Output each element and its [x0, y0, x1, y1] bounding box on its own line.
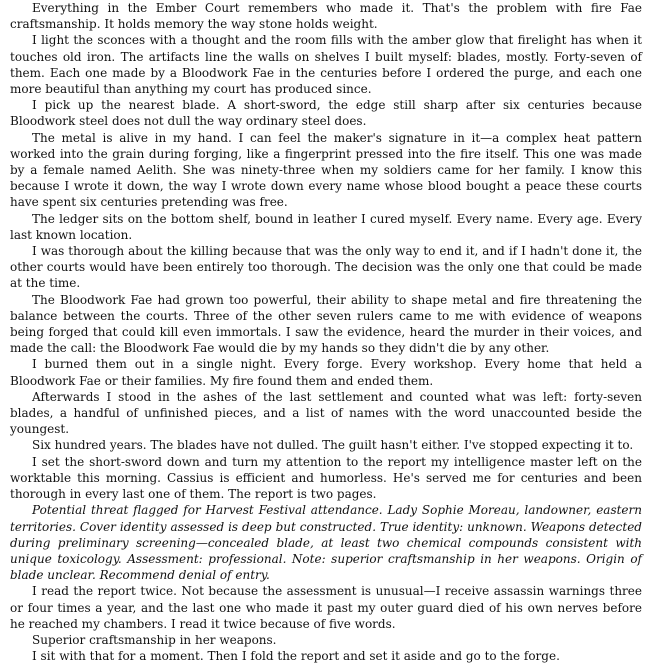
- paragraph-10: Six hundred years. The blades have not dulled. The guilt hasn't either. I've stopped expecting it to.: [32, 438, 634, 453]
- paragraph-2: I light the sconces with a thought and the room fills with the amber glow that firelight has when it touches old iron. The artifacts line the walls on shelves I built myself: blades, mostly. Forty-seven of them. Each one made by a Bloodwork Fae in the centuries before I ordered the purge, and each one more beautiful than anything my court has produced since.: [10, 33, 642, 97]
- paragraph-1: Everything in the Ember Court remembers who made it. That's the problem with fire Fae craftsmanship. It holds memory the way stone holds weight.: [10, 1, 642, 32]
- paragraph-11: I set the short-sword down and turn my attention to the report my intelligence master left on the worktable this morning. Cassius is efficient and humorless. He's served me for centuries and been thorough in every last one of them. The report is two pages.: [10, 454, 642, 502]
- report-excerpt: Potential threat flagged for Harvest Festival attendance. Lady Sophie Moreau, landowner, eastern territories. Cover identity assessed is deep but constructed. True identity: unknown. Weapons detected during preliminary screening—concealed blade, at least two chemical compounds consistent with unique toxicology. Assessment: professional. Note: superior craftsmanship in her weapons. Origin of blade unclear. Recommend denial of entry.: [10, 503, 642, 583]
- paragraph-9: Afterwards I stood in the ashes of the last settlement and counted what was left: forty-seven blades, a handful of unfinished pieces, and a list of names with the word unaccounted beside the youngest.: [10, 389, 642, 437]
- paragraph-5: The ledger sits on the bottom shelf, bound in leather I cured myself. Every name. Every age. Every last known location.: [10, 211, 642, 242]
- paragraph-7: The Bloodwork Fae had grown too powerful, their ability to shape metal and fire threatening the balance between the courts. Three of the other seven rulers came to me with evidence of weapons being forged that could kill even immortals. I saw the evidence, heard the murder in their voices, and made the call: the Bloodwork Fae would die by my hands so they didn't die by any other.: [10, 292, 642, 356]
- paragraph-4: The metal is alive in my hand. I can feel the maker's signature in it—a complex heat pattern worked into the grain during forging, like a fingerprint pressed into the fire itself. This one was made by a female named Aelith. She was ninety-three when my soldiers came for her family. I know this because I wrote it down, the way I wrote down every name whose blood bought a peace these courts have spent six centuries pretending was free.: [10, 130, 642, 210]
- paragraph-3: I pick up the nearest blade. A short-sword, the edge still sharp after six centuries because Bloodwork steel does not dull the way ordinary steel does.: [10, 98, 642, 129]
- paragraph-14: Superior craftsmanship in her weapons.: [32, 632, 277, 647]
- paragraph-13: I read the report twice. Not because the assessment is unusual—I receive assassin warnings three or four times a year, and the last one who made it past my outer guard died of his own nerves before he reached my chambers. I read it twice because of five words.: [10, 584, 642, 631]
- paragraph-15: I sit with that for a moment. Then I fold the report and set it aside and go to the forge.: [32, 649, 560, 664]
- paragraph-6: I was thorough about the killing because that was the only way to end it, and if I hadn't done it, the other courts would have been entirely too thorough. The decision was the only one that could be made at the time.: [10, 244, 642, 291]
- paragraph-8: I burned them out in a single night. Every forge. Every workshop. Every home that held a Bloodwork Fae or their families. My fire found them and ended them.: [10, 357, 642, 388]
